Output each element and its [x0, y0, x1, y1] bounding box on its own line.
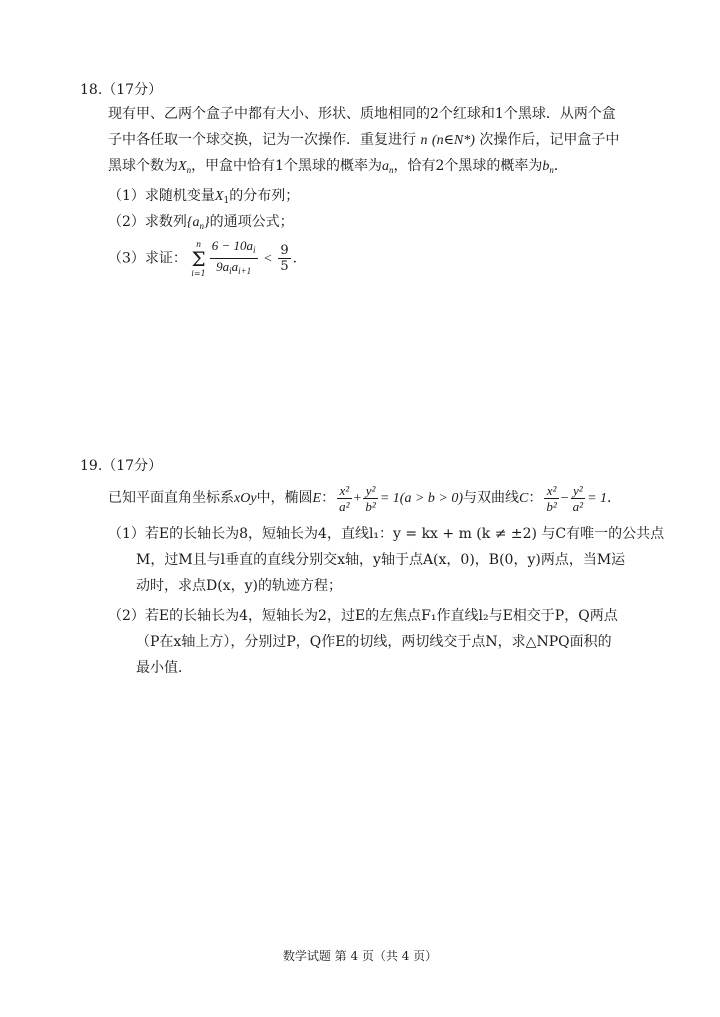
sum-fraction-denominator [210, 259, 258, 279]
q18-p3-end: ． [553, 158, 568, 174]
q18-paragraph-line-2 [108, 130, 619, 151]
colon-2: ： [528, 490, 543, 506]
rhs-numerator: 9 [280, 243, 289, 258]
hyperbola-b2: b² [546, 498, 557, 514]
ellipse-E: E [312, 491, 322, 506]
hyperbola-eq: = 1 [587, 491, 608, 506]
q19-sub-1-line-1 [108, 524, 664, 544]
q19-sub-2-line-3 [136, 658, 192, 678]
q18-var-X-sub: n [186, 165, 192, 175]
sum-lower-limit: i=1 [191, 268, 206, 278]
denominator-text: 9a [216, 259, 230, 274]
q19-header [80, 456, 162, 476]
q19-sub-1-line-3 [136, 576, 342, 596]
q18-s1-var-X-sub: 1 [223, 196, 230, 206]
colon-1: ： [321, 490, 336, 506]
q19-sub-2-line-2 [136, 632, 612, 652]
q19-s2-l1-text: （2）若E的长轴长为4，短轴长为2，过E的左焦点F₁作直线l₂与E相交于P，Q两点 [108, 608, 618, 624]
ellipse-a2: a² [339, 498, 350, 514]
q18-header [80, 80, 162, 100]
plus-sign: + [353, 491, 362, 506]
q18-s2-seq-end: } [204, 215, 210, 230]
sum-fraction [210, 238, 258, 279]
q19-sub-2-line-1 [108, 606, 618, 626]
q18-s1-text-b: 的分布列； [229, 188, 300, 204]
q18-var-b-sub: n [549, 165, 554, 175]
page-footer [0, 947, 720, 964]
q19-p1-text-b: 中，椭圆 [256, 490, 313, 506]
q19-sub-1-line-2 [136, 550, 625, 570]
summation-sign [191, 240, 205, 278]
ellipse-b2: b² [365, 498, 376, 514]
q18-p3-text-a: 黑球个数为 [108, 158, 178, 174]
q18-s1-text-a: （1）求随机变量 [108, 188, 215, 204]
hyperbola-a2: a² [572, 498, 584, 514]
q18-paragraph-line-3 [108, 156, 568, 180]
ellipse-term-x [337, 483, 351, 514]
numerator-sub: i [253, 245, 256, 255]
rhs-fraction [278, 243, 290, 274]
footer-text: 数学试题 第 4 页（共 4 页） [282, 949, 438, 963]
q18-sub-2 [108, 212, 294, 236]
less-than-sign: < [263, 251, 272, 267]
denominator-a: a [231, 259, 239, 274]
q18-paragraph-line-1 [108, 104, 616, 124]
ellipse-term-y [363, 483, 377, 514]
q18-s1-var-X: X [214, 189, 224, 204]
ellipse-x2: x² [337, 483, 351, 499]
q18-sub-3 [108, 238, 307, 279]
hyperbola-x2: x² [544, 483, 558, 499]
sum-fraction-numerator [210, 238, 258, 259]
q18-header-text: 18.（17分） [80, 82, 163, 98]
q19-xOy: xOy [234, 491, 257, 506]
q18-s2-text-b: 的通项公式； [209, 214, 294, 230]
rhs-denominator: 5 [280, 259, 289, 274]
q18-s2-seq: {a [186, 215, 200, 230]
q18-sub-1 [108, 186, 299, 211]
q19-s1-l3-text: 动时，求点D(x，y)的轨迹方程； [136, 578, 342, 594]
q18-p3-text-b: ，甲盒中恰有1个黑球的概率为 [191, 158, 382, 174]
hyperbola-y2: y² [571, 483, 585, 499]
ellipse-y2: y² [363, 483, 377, 499]
q18-n-condition: (n∈N*) [431, 133, 475, 148]
q18-var-b: b [542, 159, 550, 174]
hyperbola-term-x [544, 483, 558, 514]
q19-header-text: 19.（17分） [80, 458, 163, 474]
q19-s2-l3-text: 最小值． [136, 660, 192, 676]
q18-s3-text-a: （3）求证： [108, 250, 187, 267]
q19-p1-end: ． [607, 490, 622, 506]
q18-s3-end: ． [292, 250, 307, 267]
denominator-sub-1: i [229, 266, 232, 276]
sum-upper-limit: n [195, 239, 202, 249]
q18-var-a: a [381, 159, 389, 174]
numerator-text: 6 − 10a [211, 238, 254, 253]
hyperbola-term-y [571, 483, 585, 514]
hyperbola-C: C [519, 491, 529, 506]
q18-p3-text-c: ，恰有2个黑球的概率为 [393, 158, 543, 174]
denominator-sub-2: i+1 [238, 266, 252, 276]
minus-sign: − [560, 491, 569, 506]
sigma-symbol: Σ [191, 246, 206, 271]
q19-paragraph-line-1 [108, 482, 621, 515]
q18-var-a-sub: n [388, 165, 394, 175]
ellipse-eq: = 1(a > b > 0) [379, 491, 463, 506]
q19-p1-text-a: 已知平面直角坐标系 [108, 490, 234, 506]
q19-s2-l2-text: （P在x轴上方），分别过P，Q作E的切线，两切线交于点N，求△NPQ面积的 [136, 634, 612, 650]
q18-p2-text-b: 次操作后，记甲盒子中 [479, 132, 620, 148]
q19-s1-l2-text: M，过M且与l垂直的直线分别交x轴，y轴于点A(x，0)，B(0，y)两点，当M运 [136, 552, 626, 568]
q18-s2-seq-sub: n [199, 221, 205, 231]
q19-p1-text-c: 与双曲线 [463, 490, 519, 506]
q19-s1-l1-text: （1）若E的长轴长为8，短轴长为4，直线l₁：y = kx + m (k ≠ ±2) 与C有唯一的公共点 [108, 526, 665, 542]
q18-var-n: n [420, 133, 428, 148]
q18-s2-text-a: （2）求数列 [108, 214, 187, 230]
q18-p1-text: 现有甲、乙两个盒子中都有大小、形状、质地相同的2个红球和1个黑球．从两个盒 [108, 106, 616, 122]
q18-var-X: X [178, 159, 187, 174]
q18-p2-text-a: 子中各任取一个球交换，记为一次操作．重复进行 [108, 132, 416, 148]
